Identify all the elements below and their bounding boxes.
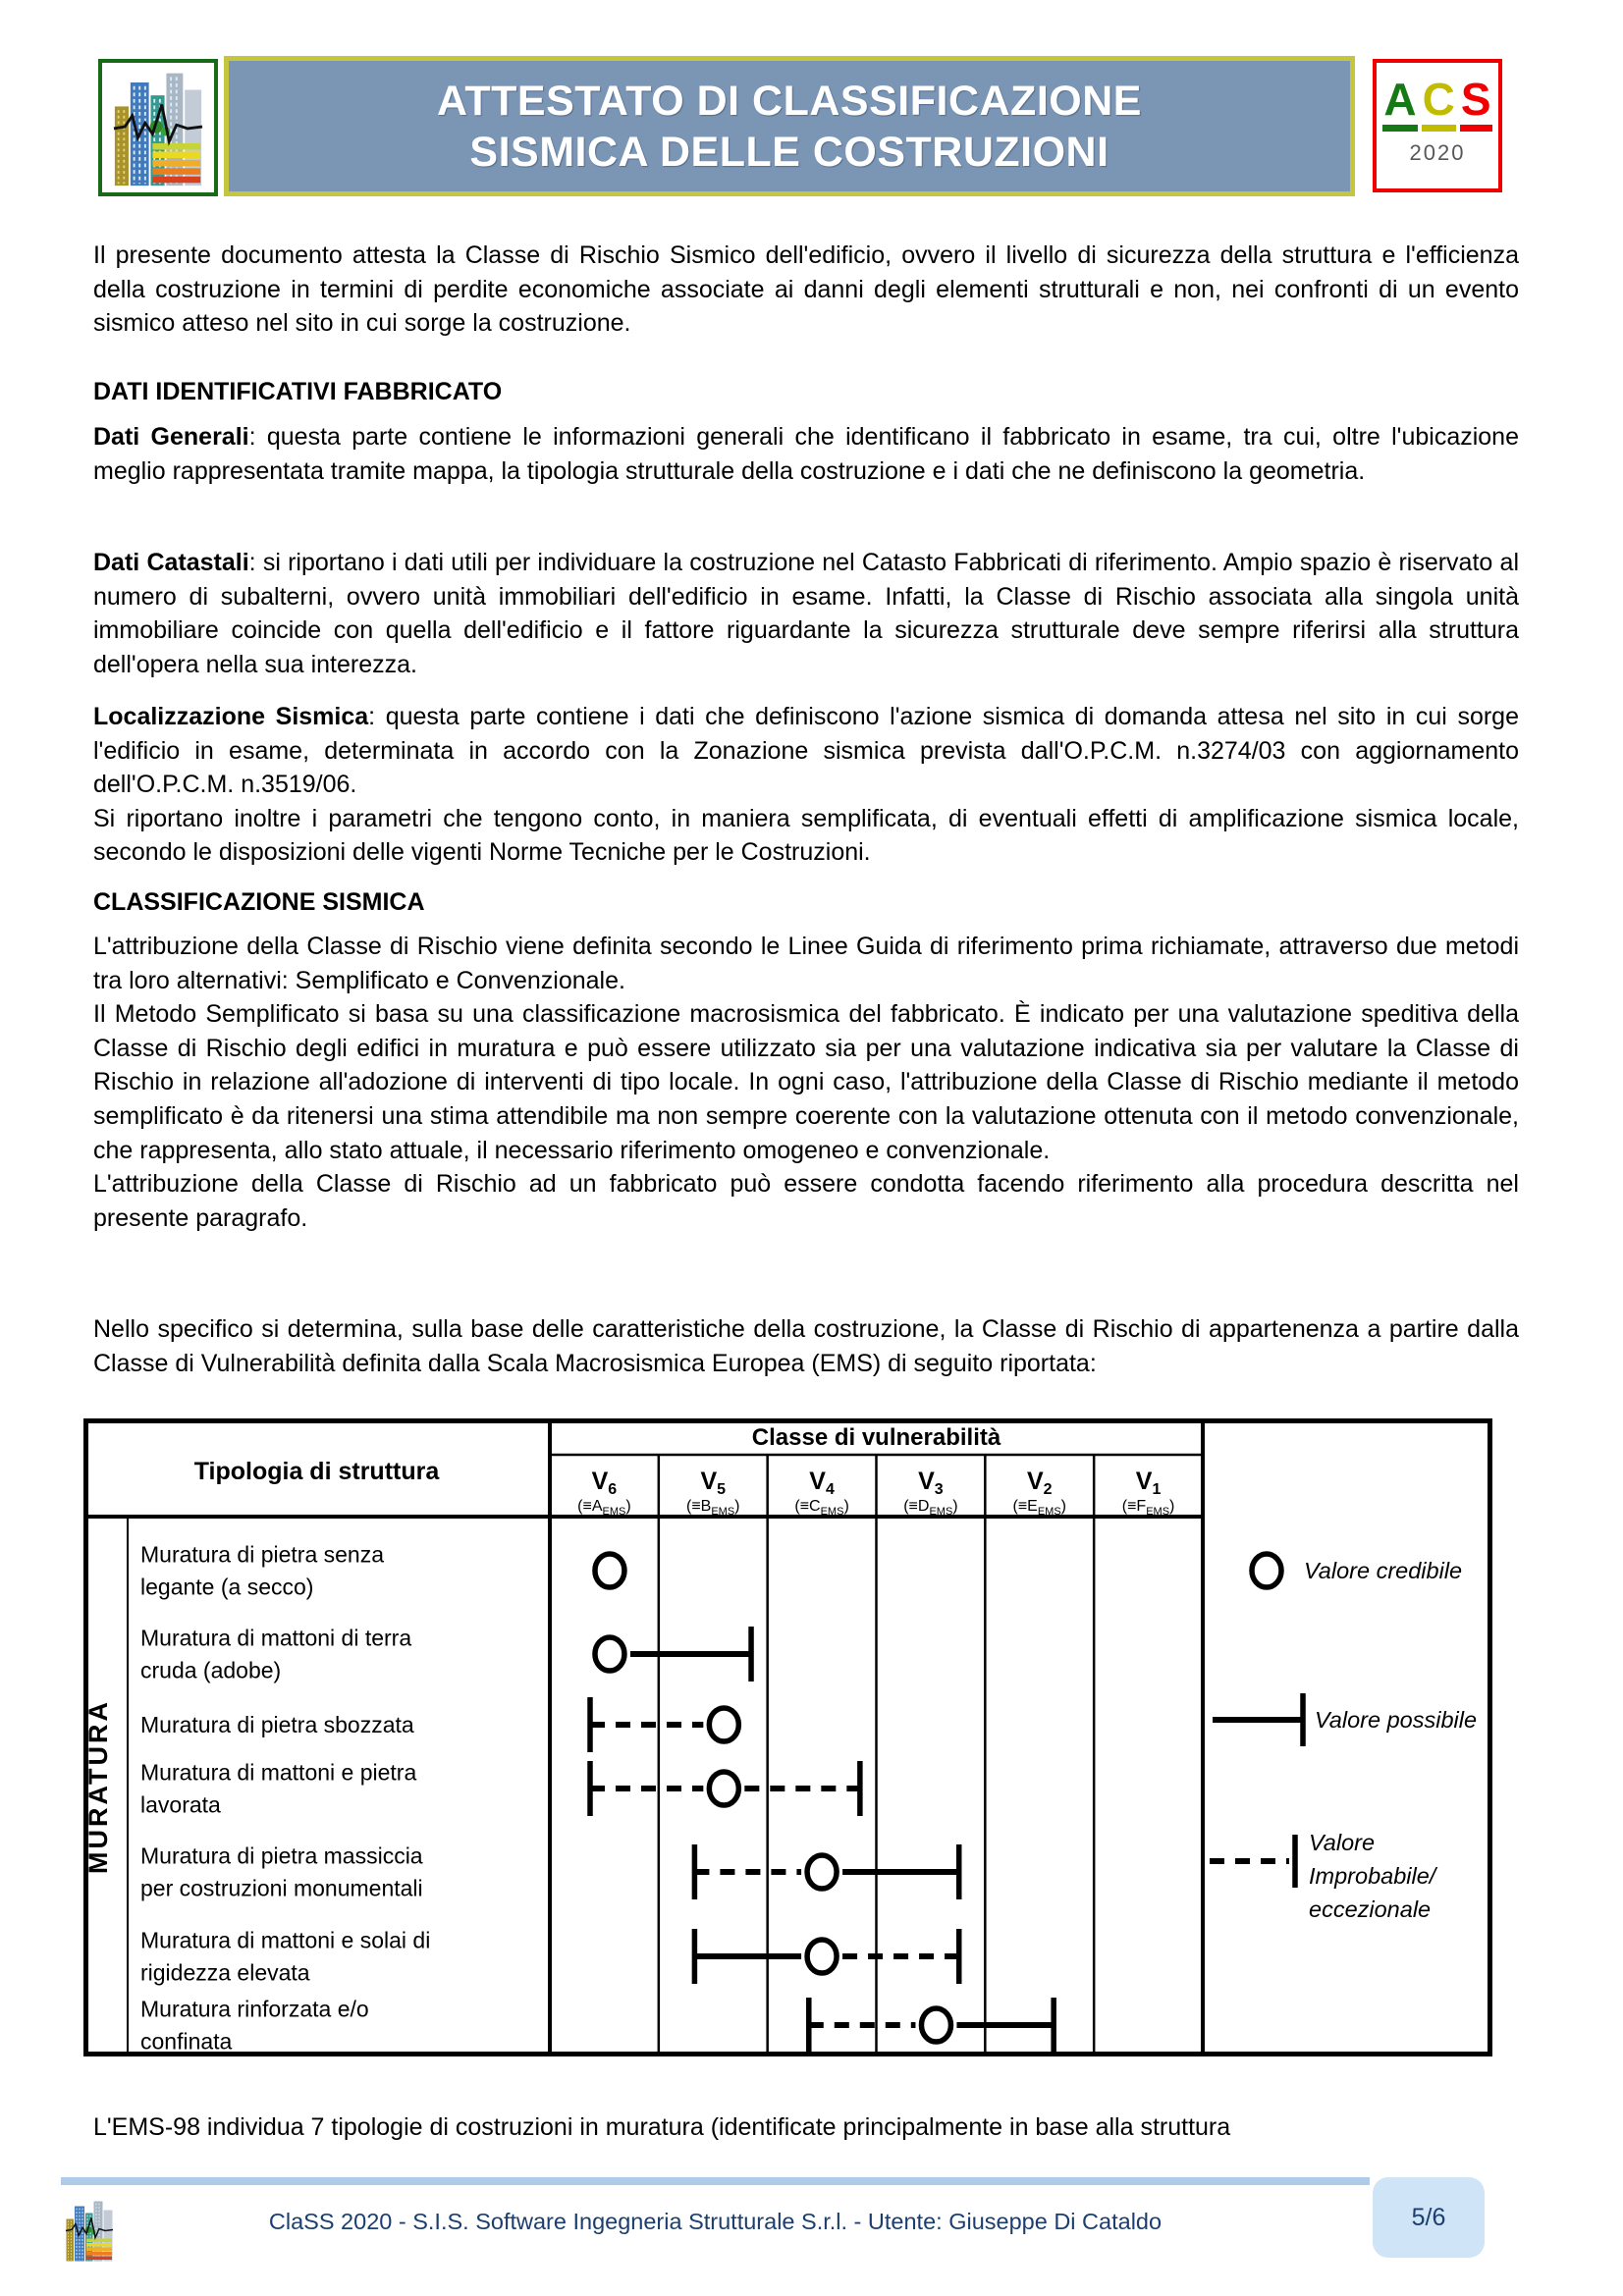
page-number: 5/6 — [1411, 2203, 1446, 2231]
column-header: $V_4$ — [809, 1468, 835, 1498]
paragraph-metodo-semplificato: Il Metodo Semplificato si basa su una classificazione macrosismica del fabbricato. È indicato per una valutazione speditiva della Classe di Rischio degli edifici in muratura e può essere utilizzato sia per una valutazione indicativa sia per valutare la Classe di Rischio in relazione all'adozione di interventi di tipo locale. In ogni caso, l'attribuzione della Classe di Rischio mediante il metodo semplificato è da ritenersi una stima attendibile ma non sempre coerente con la valutazione ottenuta con il metodo convenzionale, che rappresenta, allo stato attuale, il necessario riferimento omogeneo e convenzionale. — [93, 1000, 1519, 1164]
classificazione-paragraphs — [93, 930, 1519, 1235]
footer-credit: ClaSS 2020 - S.I.S. Software Ingegneria Strutturale S.r.l. - Utente: Giuseppe Di Cataldo — [268, 2209, 1163, 2234]
row-label: Muratura di pietra sbozzata — [140, 1712, 414, 1737]
title-banner — [224, 56, 1355, 196]
legend-label: Valore credibile — [1304, 1558, 1463, 1583]
row-label: Muratura di mattoni e pietra — [140, 1759, 417, 1786]
paragraph-localizzazione-sismica — [93, 700, 1519, 870]
group-label-muratura: MURATURA — [83, 1699, 113, 1874]
column-header: $V_6$ — [591, 1468, 618, 1498]
page-title-line1: ATTESTATO DI CLASSIFICAZIONE — [437, 77, 1142, 125]
row-label: cruda (adobe) — [140, 1657, 282, 1683]
lead-dati-catastali: Dati Catastali — [93, 549, 249, 576]
paragraph-ems98: L'EMS-98 individua 7 tipologie di costruzioni in muratura (identificate principalmente in base alla struttura — [93, 2113, 1231, 2141]
row-label: Muratura di pietra senza — [140, 1541, 385, 1568]
page-number-badge — [1373, 2177, 1485, 2258]
acs-year: 2020 — [1409, 140, 1466, 165]
legend-label: Improbabile/ — [1309, 1863, 1436, 1889]
paragraph-intro-tabella: Nello specifico si determina, sulla base delle caratteristiche della costruzione, la Classe di Rischio di appartenenza a partire dalla Classe di Vulnerabilità definita dalla Scala Macrosismica Europea (EMS) di seguito riportata: — [93, 1315, 1519, 1377]
column-header: $V_5$ — [700, 1468, 727, 1498]
column-ems-equivalence: $(\equiv D_{EMS})$ — [903, 1498, 958, 1518]
row-label: Muratura di pietra massiccia — [140, 1842, 423, 1869]
acs-letter-c: C — [1422, 77, 1456, 132]
row-label: Muratura di mattoni di terra — [140, 1625, 412, 1651]
row-label: legante (a secco) — [140, 1574, 314, 1600]
svg-text:Classe di vulnerabilità: Classe di vulnerabilità — [751, 1424, 1001, 1451]
legend-label: eccezionale — [1309, 1896, 1432, 1922]
column-ems-equivalence: $(\equiv B_{EMS})$ — [685, 1498, 740, 1518]
column-header: $V_1$ — [1135, 1468, 1162, 1498]
paragraph-dati-catastali — [93, 546, 1519, 681]
column-ems-equivalence: $(\equiv F_{EMS})$ — [1121, 1498, 1175, 1518]
paragraph-dati-generali — [93, 420, 1519, 488]
row-label: lavorata — [140, 1791, 221, 1818]
svg-text:Tipologia di struttura: Tipologia di struttura — [193, 1458, 440, 1485]
acs-2020-logo — [1373, 59, 1502, 192]
row-label: Muratura rinforzata e/o — [140, 1996, 369, 2022]
text-localizzazione-sismica: : questa parte contiene i dati che definiscono l'azione sismica di domanda attesa nel sito in cui sorge l'edificio in esame, determinata in accordo con la Zonazione sismica prevista dall'O.P.C.M. n.3274/03 con aggiornamento dell'O.P.C.M. n.3519/06. — [93, 703, 1519, 799]
acs-letters — [1377, 74, 1498, 132]
acs-letter-s: S — [1460, 77, 1492, 132]
column-header: $V_2$ — [1026, 1468, 1053, 1498]
text-dati-catastali: : si riportano i dati utili per individuare la costruzione nel Catasto Fabbricati di riferimento. Ampio spazio è riservato al numero di subalterni, ovvero unità immobiliari dell'edificio in esame. Infatti, la Classe di Rischio associata alla singola unità immobiliare coincide con quella dell'edificio e il fattore riguardante la sicurezza strutturale deve sempre riferirsi alla struttura dell'opera nella sua interezza. — [93, 549, 1519, 678]
city-seismogram-icon — [107, 68, 209, 187]
intro-paragraph: Il presente documento attesta la Classe di Rischio Sismico dell'edificio, ovvero il livello di sicurezza della struttura e l'efficienza della costruzione in termini di perdite economiche associate ai danni degli elementi strutturali e non, nei confronti di un evento sismico atteso nel sito in cui sorge la costruzione. — [93, 241, 1519, 338]
text-dati-generali: : questa parte contiene le informazioni generali che identificano il fabbricato in esame, tra cui, oltre l'ubicazione meglio rappresentata tramite mappa, la tipologia strutturale della costruzione e i dati che ne definiscono la geometria. — [93, 423, 1519, 485]
paragraph-procedura: L'attribuzione della Classe di Rischio ad un fabbricato può essere condotta facendo riferimento alla procedura descritta nel presente paragrafo. — [93, 1170, 1519, 1232]
page-title-line2: SISMICA DELLE COSTRUZIONI — [469, 128, 1109, 176]
row-label: confinata — [140, 2028, 233, 2055]
column-ems-equivalence: $(\equiv A_{EMS})$ — [577, 1498, 631, 1518]
lead-localizzazione-sismica: Localizzazione Sismica — [93, 703, 369, 730]
heading-classificazione-sismica: CLASSIFICAZIONE SISMICA — [93, 888, 425, 916]
row-label: Muratura di mattoni e solai di — [140, 1927, 431, 1953]
paragraph-attribuzione: L'attribuzione della Classe di Rischio viene definita secondo le Linee Guida di riferimento prima richiamate, attraverso due metodi tra loro alternativi: Semplificato e Convenzionale. — [93, 933, 1519, 994]
legend-label: Valore — [1309, 1830, 1376, 1855]
column-ems-equivalence: $(\equiv E_{EMS})$ — [1012, 1498, 1067, 1518]
lead-dati-generali: Dati Generali — [93, 423, 249, 451]
text-localizzazione-sismica-2: Si riportano inoltre i parametri che tengono conto, in maniera semplificata, di eventuali effetti di amplificazione sismica locale, secondo le disposizioni delle vigenti Norme Tecniche per le Costruzioni. — [93, 804, 1519, 867]
heading-dati-identificativi: DATI IDENTIFICATIVI FABBRICATO — [93, 378, 503, 405]
class-logo — [98, 59, 218, 196]
column-ems-equivalence: $(\equiv C_{EMS})$ — [794, 1498, 849, 1518]
acs-letter-a: A — [1382, 77, 1417, 132]
vulnerability-classes-figure — [83, 1418, 1492, 2056]
row-label: per costruzioni monumentali — [140, 1875, 423, 1901]
legend-label: Valore possibile — [1315, 1707, 1478, 1733]
column-header: $V_3$ — [918, 1468, 944, 1498]
row-label: rigidezza elevata — [140, 1959, 310, 1986]
footer-divider-bar — [61, 2177, 1370, 2185]
